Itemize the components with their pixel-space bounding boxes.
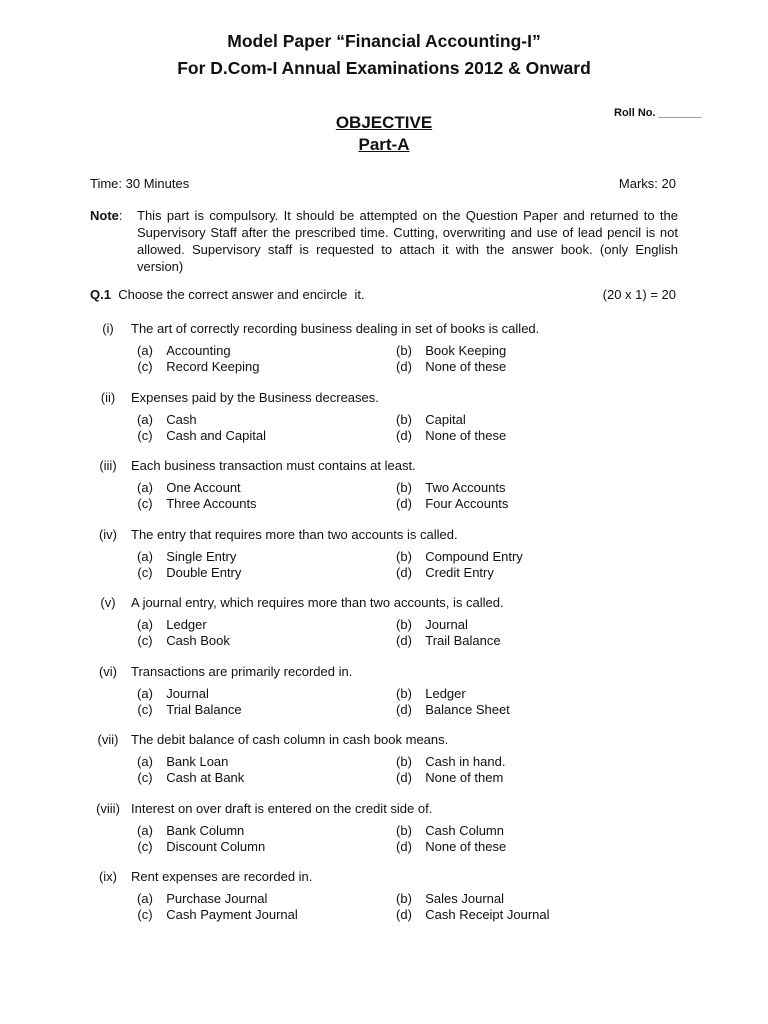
time-marks-row <box>90 176 676 191</box>
option-letter: (b) <box>396 754 412 769</box>
option-text: Accounting <box>166 343 231 358</box>
option-text: Credit Entry <box>425 564 494 580</box>
mcq-option[interactable] <box>131 565 241 580</box>
option-letter: (a) <box>137 411 153 427</box>
time-allowed: Time: 30 Minutes <box>90 176 190 191</box>
question-marks: (20 x 1) = 20 <box>602 287 676 302</box>
option-letter: (b) <box>396 548 412 564</box>
mcq-option[interactable] <box>131 480 241 495</box>
note-label-wrap <box>90 207 136 224</box>
question-instruction-tail: it. <box>354 287 365 302</box>
option-letter: (c) <box>137 427 153 443</box>
mcq-option[interactable] <box>131 412 197 427</box>
option-text: None of these <box>425 838 507 854</box>
mcq-item <box>90 458 680 527</box>
option-text: Three Accounts <box>166 496 257 511</box>
mcq-option[interactable] <box>390 412 466 427</box>
option-letter: (d) <box>396 770 412 785</box>
option-letter: (a) <box>137 617 153 632</box>
mcq-stem: The debit balance of cash column in cash book means. <box>131 732 449 747</box>
option-text: Cash Receipt Journal <box>425 907 550 922</box>
mcq-stem: Interest on over draft is entered on the credit side of. <box>131 800 433 816</box>
mcq-option[interactable] <box>390 702 510 717</box>
option-text: Cash and Capital <box>166 427 266 443</box>
option-text: Cash in hand. <box>425 754 506 769</box>
mcq-option[interactable] <box>390 823 504 838</box>
mcq-option[interactable] <box>131 549 236 564</box>
mcq-option[interactable] <box>390 770 503 785</box>
option-letter: (b) <box>396 343 412 358</box>
mcq-item <box>90 732 680 801</box>
mcq-stem: Expenses paid by the Business decreases. <box>131 389 379 405</box>
option-letter: (b) <box>396 822 412 838</box>
mcq-option[interactable] <box>131 907 298 922</box>
option-letter: (a) <box>137 548 153 564</box>
option-letter: (d) <box>396 633 412 648</box>
mcq-option[interactable] <box>131 359 259 374</box>
mcq-stem: Transactions are primarily recorded in. <box>131 663 353 679</box>
option-text: Trial Balance <box>166 701 242 717</box>
option-text: None of these <box>425 359 507 374</box>
option-letter: (a) <box>137 891 153 906</box>
option-text: Cash <box>166 411 197 427</box>
option-text: Discount Column <box>166 838 266 854</box>
option-text: Double Entry <box>166 564 242 580</box>
option-letter: (c) <box>137 633 153 648</box>
option-letter: (d) <box>396 564 412 580</box>
mcq-option[interactable] <box>390 686 466 701</box>
option-text: Cash at Bank <box>166 770 245 785</box>
mcq-option[interactable] <box>390 617 468 632</box>
option-text: Single Entry <box>166 548 237 564</box>
option-letter: (a) <box>137 480 153 495</box>
option-text: Sales Journal <box>425 891 505 906</box>
option-letter: (a) <box>137 822 153 838</box>
mcq-item <box>90 321 680 390</box>
question-number: Q.1 <box>90 287 111 302</box>
mcq-option[interactable] <box>131 633 230 648</box>
mcq-option[interactable] <box>390 754 505 769</box>
option-letter: (b) <box>396 891 412 906</box>
mcq-item <box>90 869 680 938</box>
mcq-option[interactable] <box>131 839 265 854</box>
option-text: Book Keeping <box>425 343 507 358</box>
option-text: Cash Payment Journal <box>166 907 298 922</box>
option-text: Two Accounts <box>425 480 506 495</box>
section-heading: OBJECTIVE <box>335 113 433 132</box>
note-text: This part is compulsory. It should be attempted on the Question Paper and returned to the Supervisory Staff after the prescribed time. Cutting, overwriting and use of lead pencil is not allowed. Supervisory staff is requested to attach it with the answer book. (only English version) <box>137 208 678 274</box>
mcq-option[interactable] <box>390 633 501 648</box>
note-label: Note <box>90 208 119 223</box>
roll-number-field: Roll No. _______ <box>614 107 702 119</box>
option-text: Bank Column <box>166 822 245 838</box>
option-letter: (c) <box>137 564 153 580</box>
option-letter: (b) <box>396 480 412 495</box>
mcq-option[interactable] <box>131 496 257 511</box>
option-text: Journal <box>425 617 468 632</box>
paper-title: Model Paper “Financial Accounting-I” <box>227 31 541 51</box>
option-text: Four Accounts <box>425 496 509 511</box>
mcq-item <box>90 595 680 664</box>
option-letter: (c) <box>137 359 153 374</box>
mcq-option[interactable] <box>131 617 207 632</box>
mcq-stem: The art of correctly recording business dealing in set of books is called. <box>131 321 540 336</box>
part-heading: Part-A <box>358 135 410 154</box>
option-text: None of them <box>425 770 504 785</box>
note-colon: : <box>118 208 123 223</box>
option-letter: (b) <box>396 617 412 632</box>
mcq-option[interactable] <box>390 359 506 374</box>
option-text: Cash Column <box>425 822 504 838</box>
option-letter: (c) <box>137 907 153 922</box>
question-instruction: Choose the correct answer and encircle <box>118 287 348 302</box>
mcq-option[interactable] <box>390 891 504 906</box>
option-text: None of these <box>425 427 507 443</box>
mcq-number: (viii) <box>96 800 120 816</box>
mcq-option[interactable] <box>390 480 505 495</box>
option-letter: (d) <box>396 701 412 717</box>
option-text: Balance Sheet <box>425 701 510 717</box>
mcq-number: (iii) <box>99 458 117 473</box>
option-text: Purchase Journal <box>166 891 268 906</box>
option-letter: (a) <box>137 685 153 701</box>
paper-subtitle: For D.Com-I Annual Examinations 2012 & Onward <box>177 58 591 78</box>
mcq-option[interactable] <box>131 891 267 906</box>
mcq-option[interactable] <box>131 686 209 701</box>
mcq-item <box>90 664 680 733</box>
mcq-option[interactable] <box>390 549 523 564</box>
option-letter: (d) <box>396 359 412 374</box>
option-letter: (d) <box>396 427 412 443</box>
mcq-option[interactable] <box>390 496 508 511</box>
mcq-stem: A journal entry, which requires more than two accounts, is called. <box>131 595 504 610</box>
mcq-option[interactable] <box>390 907 550 922</box>
mcq-option[interactable] <box>131 823 244 838</box>
mcq-number: (ix) <box>98 869 118 884</box>
option-letter: (d) <box>396 907 412 922</box>
option-letter: (a) <box>137 754 153 769</box>
option-text: Record Keeping <box>166 359 260 374</box>
mcq-option[interactable] <box>131 754 228 769</box>
mcq-number: (i) <box>102 321 114 336</box>
mcq-item <box>90 390 680 459</box>
mcq-number: (iv) <box>98 526 118 542</box>
mcq-item <box>90 801 680 870</box>
mcq-option[interactable] <box>131 702 242 717</box>
option-letter: (d) <box>396 838 412 854</box>
option-text: One Account <box>166 480 241 495</box>
option-text: Cash Book <box>166 633 230 648</box>
mcq-stem: Rent expenses are recorded in. <box>131 869 313 884</box>
mcq-option[interactable] <box>390 565 494 580</box>
mcq-number: (ii) <box>100 389 116 405</box>
option-letter: (a) <box>137 343 153 358</box>
mcq-option[interactable] <box>390 428 506 443</box>
option-text: Ledger <box>425 685 466 701</box>
mcq-stem: The entry that requires more than two accounts is called. <box>131 526 458 542</box>
mcq-number: (vii) <box>97 732 119 747</box>
option-letter: (c) <box>137 770 153 785</box>
mcq-number: (v) <box>100 595 116 610</box>
mcq-option[interactable] <box>390 343 506 358</box>
option-letter: (b) <box>396 411 412 427</box>
option-letter: (c) <box>137 701 153 717</box>
option-letter: (c) <box>137 496 153 511</box>
mcq-option[interactable] <box>390 839 506 854</box>
option-letter: (b) <box>396 685 412 701</box>
option-text: Trail Balance <box>425 633 501 648</box>
mcq-option[interactable] <box>131 343 231 358</box>
question-header-row <box>90 287 676 302</box>
option-text: Ledger <box>166 617 207 632</box>
option-text: Bank Loan <box>166 754 229 769</box>
question-instruction-wrap <box>90 287 365 302</box>
mcq-stem: Each business transaction must contains at least. <box>131 458 416 473</box>
mcq-option[interactable] <box>131 428 266 443</box>
mcq-item <box>90 527 680 596</box>
option-letter: (c) <box>137 838 153 854</box>
mcq-option[interactable] <box>131 770 244 785</box>
mcq-list <box>90 321 680 938</box>
total-marks: Marks: 20 <box>618 176 676 191</box>
note-block <box>90 207 678 275</box>
option-letter: (d) <box>396 496 412 511</box>
option-text: Compound Entry <box>425 548 523 564</box>
option-text: Capital <box>425 411 466 427</box>
mcq-number: (vi) <box>98 663 118 679</box>
option-text: Journal <box>166 685 209 701</box>
